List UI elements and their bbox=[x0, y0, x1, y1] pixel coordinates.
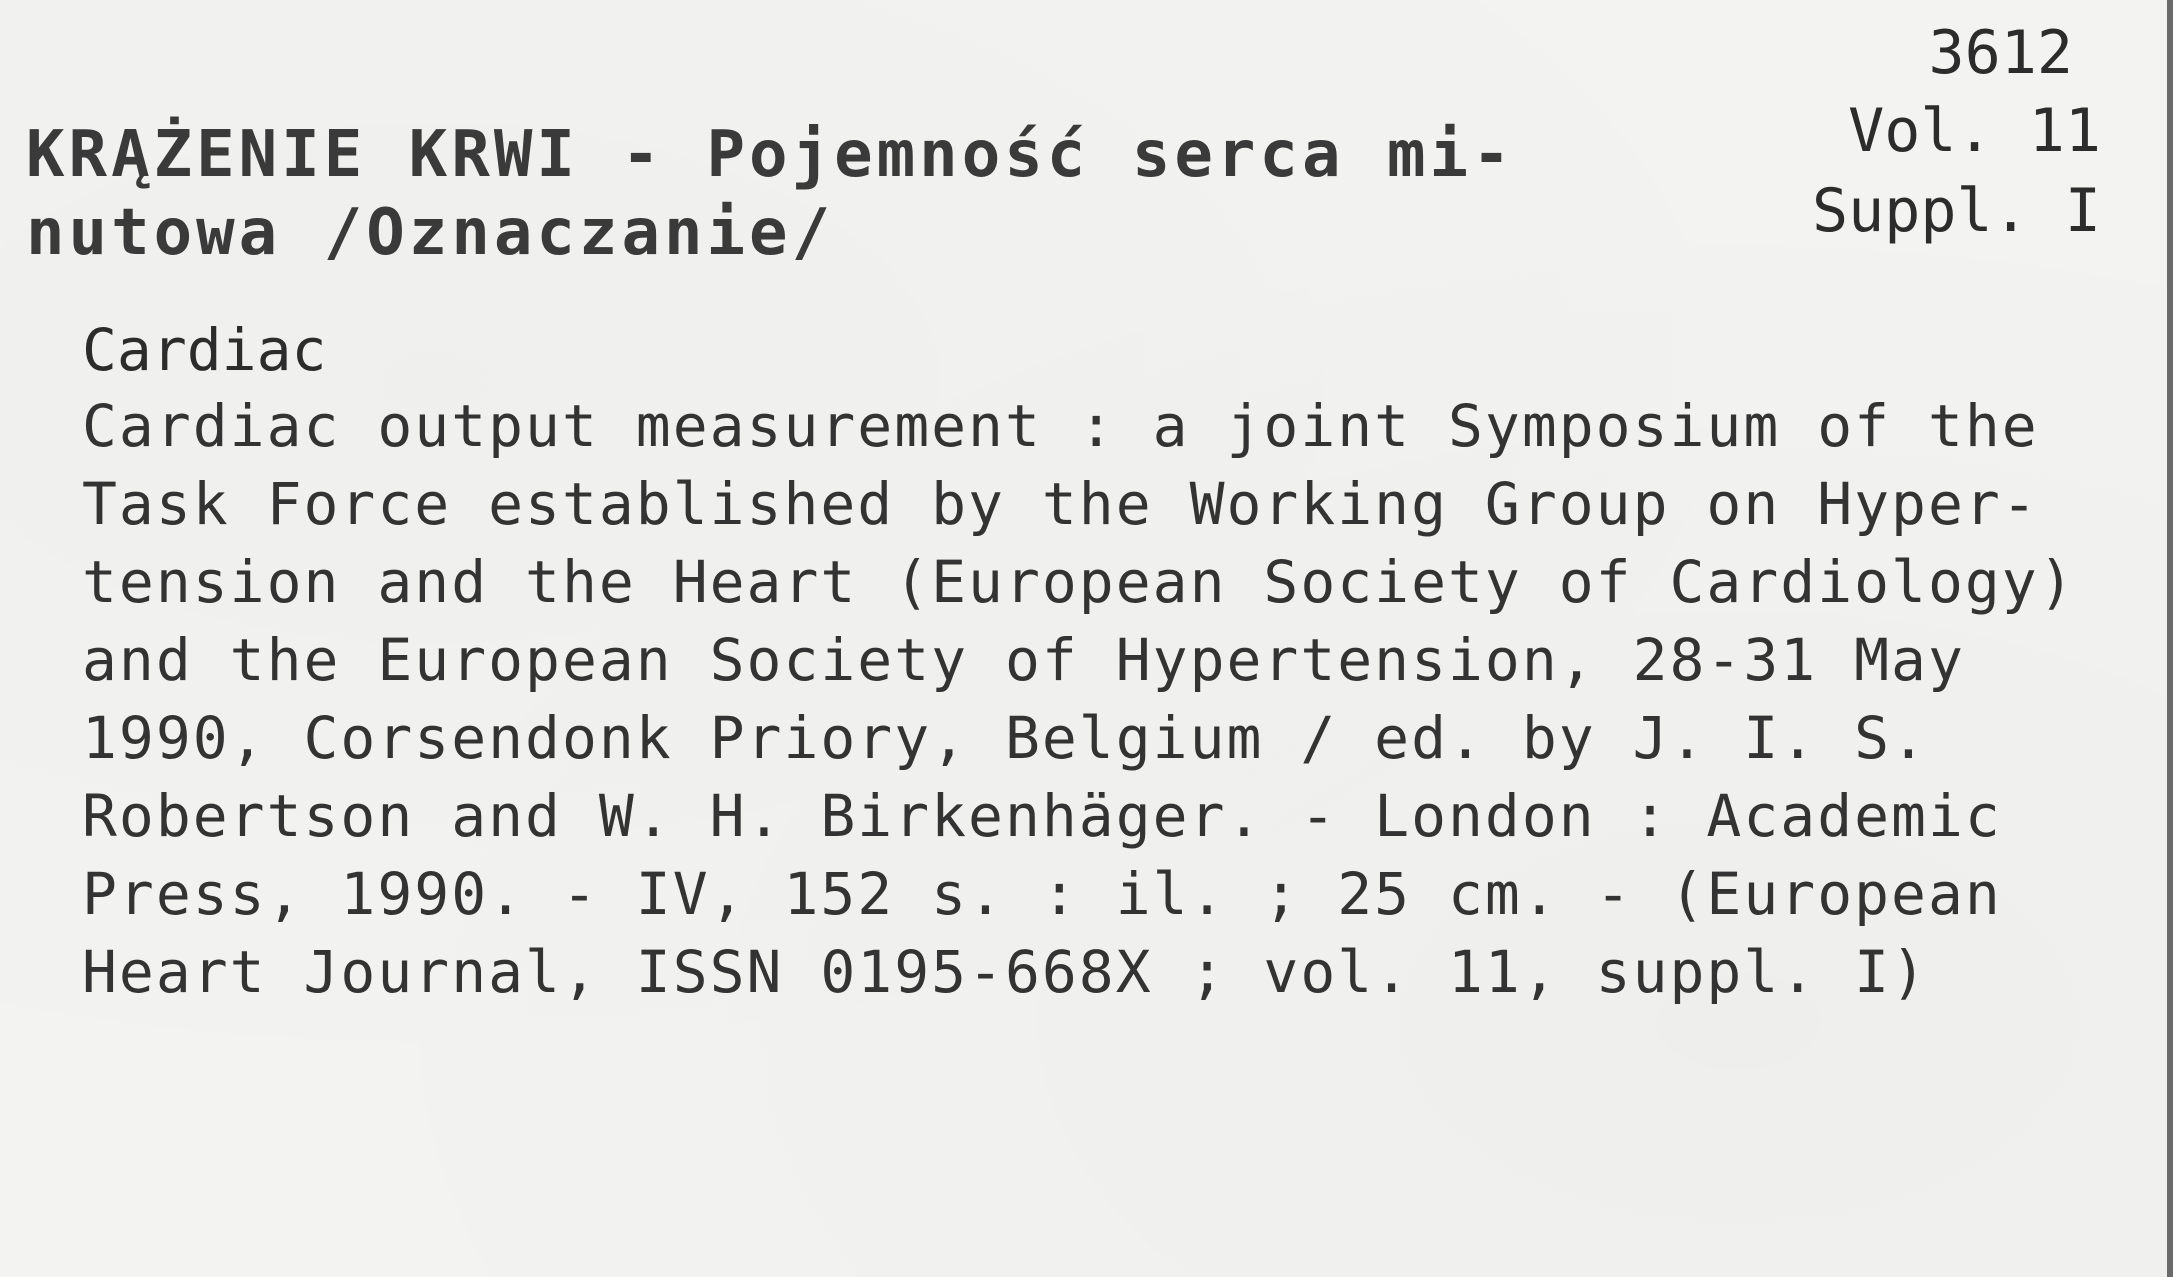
main-entry: Cardiac bbox=[82, 316, 327, 384]
description-line-3: tension and the Heart (European Society of Cardiology) bbox=[82, 548, 2076, 616]
description-line-7: Press, 1990. - IV, 152 s. : il. ; 25 cm. - (European bbox=[82, 860, 2002, 928]
subject-heading-line-1: KRĄŻENIE KRWI - Pojemność serca mi- bbox=[26, 118, 1515, 192]
description-line-4: and the European Society of Hypertension, 28-31 May bbox=[82, 626, 1965, 694]
description-line-1: Cardiac output measurement : a joint Symposium of the bbox=[82, 392, 2039, 460]
subject-heading-line-2: nutowa /Oznaczanie/ bbox=[26, 196, 835, 270]
description-line-5: 1990, Corsendonk Priory, Belgium / ed. by J. I. S. bbox=[82, 704, 1928, 772]
volume-number: Vol. 11 bbox=[1848, 96, 2101, 166]
description-line-8: Heart Journal, ISSN 0195-668X ; vol. 11, suppl. I) bbox=[82, 938, 1928, 1006]
call-number: 3612 bbox=[1928, 18, 2073, 88]
card-edge-shadow bbox=[2167, 0, 2173, 1277]
description-line-6: Robertson and W. H. Birkenhäger. - London : Academic bbox=[82, 782, 2002, 850]
description-line-2: Task Force established by the Working Group on Hyper- bbox=[82, 470, 2039, 538]
supplement-number: Suppl. I bbox=[1812, 176, 2101, 246]
